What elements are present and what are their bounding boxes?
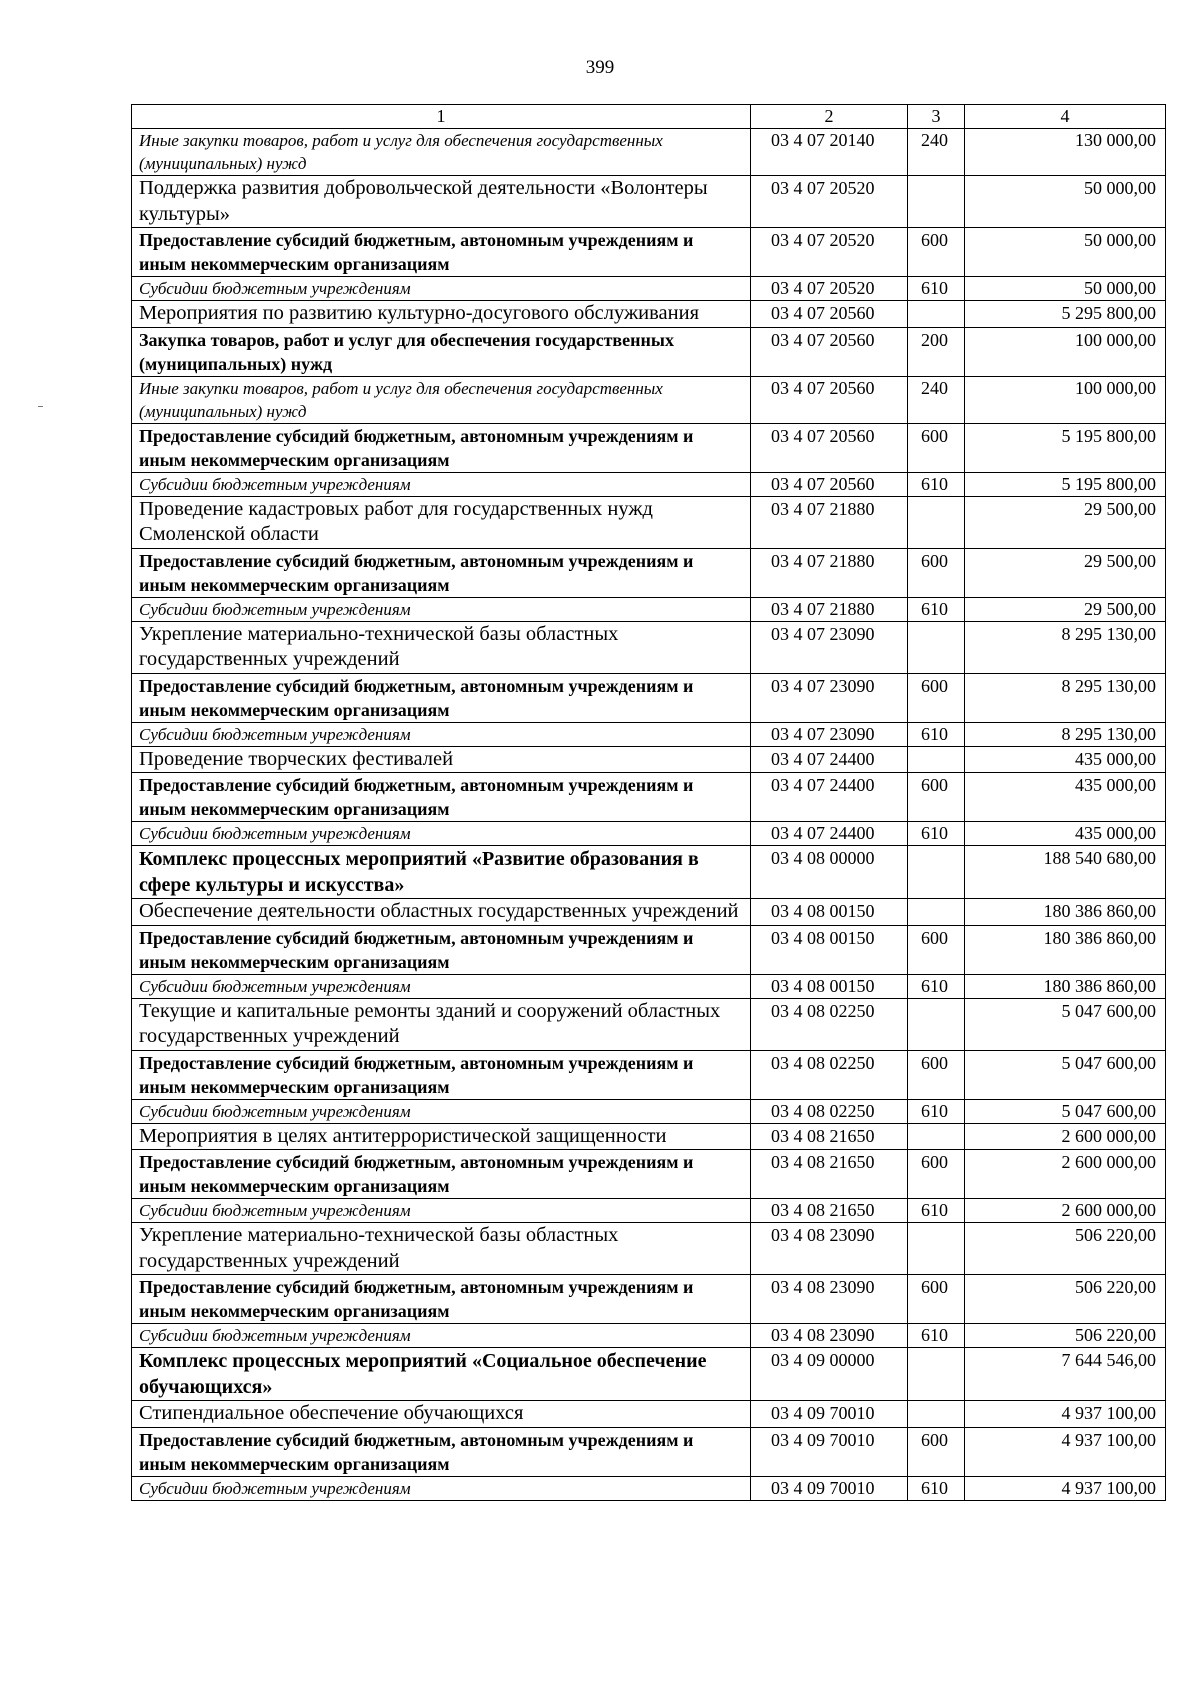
row-name-cell: Субсидии бюджетным учреждениям bbox=[132, 1099, 751, 1123]
row-expense-type-cell bbox=[908, 998, 965, 1050]
row-name-cell: Комплекс процессных мероприятий «Социальное обеспечение обучающихся» bbox=[132, 1348, 751, 1401]
row-amount-cell: 4 937 100,00 bbox=[965, 1401, 1166, 1428]
row-code-cell: 03 4 07 23090 bbox=[751, 722, 908, 746]
row-expense-type-cell bbox=[908, 301, 965, 328]
table-row bbox=[132, 1099, 1166, 1123]
row-name-cell: Субсидии бюджетным учреждениям bbox=[132, 722, 751, 746]
row-amount-cell: 5 047 600,00 bbox=[965, 1050, 1166, 1099]
row-amount-cell: 8 295 130,00 bbox=[965, 722, 1166, 746]
table-row bbox=[132, 496, 1166, 548]
row-amount-cell: 2 600 000,00 bbox=[965, 1150, 1166, 1199]
row-name-cell: Проведение творческих фестивалей bbox=[132, 746, 751, 773]
row-code-cell: 03 4 09 00000 bbox=[751, 1348, 908, 1401]
row-code-cell: 03 4 08 00150 bbox=[751, 974, 908, 998]
row-code-cell: 03 4 07 21880 bbox=[751, 597, 908, 621]
row-code-cell: 03 4 07 24400 bbox=[751, 746, 908, 773]
row-amount-cell: 435 000,00 bbox=[965, 773, 1166, 822]
row-expense-type-cell: 610 bbox=[908, 597, 965, 621]
table-row bbox=[132, 1123, 1166, 1150]
table-row bbox=[132, 597, 1166, 621]
row-expense-type-cell bbox=[908, 1401, 965, 1428]
row-name-cell: Текущие и капитальные ремонты зданий и сооружений областных государственных учреждений bbox=[132, 998, 751, 1050]
row-name-cell: Предоставление субсидий бюджетным, автономным учреждениям и иным некоммерческим организациям bbox=[132, 228, 751, 277]
row-expense-type-cell: 600 bbox=[908, 1275, 965, 1324]
row-code-cell: 03 4 07 20560 bbox=[751, 301, 908, 328]
row-code-cell: 03 4 08 00150 bbox=[751, 925, 908, 974]
row-expense-type-cell: 240 bbox=[908, 376, 965, 423]
row-amount-cell: 29 500,00 bbox=[965, 597, 1166, 621]
row-code-cell: 03 4 07 24400 bbox=[751, 822, 908, 846]
row-name-cell: Обеспечение деятельности областных государственных учреждений bbox=[132, 899, 751, 926]
row-code-cell: 03 4 09 70010 bbox=[751, 1476, 908, 1500]
row-name-cell: Стипендиальное обеспечение обучающихся bbox=[132, 1401, 751, 1428]
row-amount-cell: 2 600 000,00 bbox=[965, 1199, 1166, 1223]
table-row bbox=[132, 998, 1166, 1050]
row-expense-type-cell: 610 bbox=[908, 722, 965, 746]
row-amount-cell: 8 295 130,00 bbox=[965, 673, 1166, 722]
row-expense-type-cell: 610 bbox=[908, 1324, 965, 1348]
table-row bbox=[132, 301, 1166, 328]
table-row bbox=[132, 176, 1166, 228]
row-amount-cell: 7 644 546,00 bbox=[965, 1348, 1166, 1401]
row-code-cell: 03 4 07 23090 bbox=[751, 621, 908, 673]
row-code-cell: 03 4 07 20520 bbox=[751, 228, 908, 277]
table-body bbox=[132, 129, 1166, 1501]
row-code-cell: 03 4 07 20560 bbox=[751, 423, 908, 472]
row-expense-type-cell: 610 bbox=[908, 277, 965, 301]
row-code-cell: 03 4 07 24400 bbox=[751, 773, 908, 822]
row-code-cell: 03 4 07 21880 bbox=[751, 548, 908, 597]
row-expense-type-cell: 600 bbox=[908, 1427, 965, 1476]
row-code-cell: 03 4 08 02250 bbox=[751, 998, 908, 1050]
row-code-cell: 03 4 08 23090 bbox=[751, 1324, 908, 1348]
row-amount-cell: 100 000,00 bbox=[965, 376, 1166, 423]
row-amount-cell: 29 500,00 bbox=[965, 496, 1166, 548]
row-code-cell: 03 4 08 00000 bbox=[751, 846, 908, 899]
row-amount-cell: 130 000,00 bbox=[965, 129, 1166, 176]
row-expense-type-cell: 600 bbox=[908, 673, 965, 722]
table-row bbox=[132, 472, 1166, 496]
table-row bbox=[132, 846, 1166, 899]
table-row bbox=[132, 673, 1166, 722]
row-amount-cell: 5 195 800,00 bbox=[965, 472, 1166, 496]
row-expense-type-cell bbox=[908, 1223, 965, 1275]
row-name-cell: Субсидии бюджетным учреждениям bbox=[132, 974, 751, 998]
row-code-cell: 03 4 07 20560 bbox=[751, 376, 908, 423]
table-row bbox=[132, 129, 1166, 176]
row-name-cell: Мероприятия в целях антитеррористической защищенности bbox=[132, 1123, 751, 1150]
table-row bbox=[132, 376, 1166, 423]
row-code-cell: 03 4 08 21650 bbox=[751, 1150, 908, 1199]
row-code-cell: 03 4 08 02250 bbox=[751, 1050, 908, 1099]
table-row bbox=[132, 327, 1166, 376]
header-row bbox=[132, 105, 1166, 129]
row-name-cell: Субсидии бюджетным учреждениям bbox=[132, 597, 751, 621]
table-row bbox=[132, 722, 1166, 746]
row-name-cell: Предоставление субсидий бюджетным, автономным учреждениям и иным некоммерческим организациям bbox=[132, 773, 751, 822]
row-amount-cell: 8 295 130,00 bbox=[965, 621, 1166, 673]
row-expense-type-cell bbox=[908, 846, 965, 899]
row-amount-cell: 5 047 600,00 bbox=[965, 1099, 1166, 1123]
row-amount-cell: 180 386 860,00 bbox=[965, 974, 1166, 998]
table-row bbox=[132, 1427, 1166, 1476]
row-code-cell: 03 4 08 02250 bbox=[751, 1099, 908, 1123]
row-name-cell: Иные закупки товаров, работ и услуг для обеспечения государственных (муниципальных) нужд bbox=[132, 376, 751, 423]
row-code-cell: 03 4 08 00150 bbox=[751, 899, 908, 926]
row-expense-type-cell bbox=[908, 1123, 965, 1150]
table-row bbox=[132, 228, 1166, 277]
header-col-2: 2 bbox=[751, 105, 908, 129]
row-amount-cell: 435 000,00 bbox=[965, 746, 1166, 773]
row-code-cell: 03 4 08 21650 bbox=[751, 1199, 908, 1223]
row-name-cell: Предоставление субсидий бюджетным, автономным учреждениям и иным некоммерческим организациям bbox=[132, 1427, 751, 1476]
row-expense-type-cell bbox=[908, 899, 965, 926]
page-number: 399 bbox=[585, 57, 615, 78]
row-code-cell: 03 4 08 21650 bbox=[751, 1123, 908, 1150]
row-amount-cell: 188 540 680,00 bbox=[965, 846, 1166, 899]
header-col-4: 4 bbox=[965, 105, 1166, 129]
row-expense-type-cell: 600 bbox=[908, 1150, 965, 1199]
row-expense-type-cell bbox=[908, 1348, 965, 1401]
row-amount-cell: 50 000,00 bbox=[965, 277, 1166, 301]
row-expense-type-cell: 600 bbox=[908, 925, 965, 974]
table-row bbox=[132, 773, 1166, 822]
table-row bbox=[132, 548, 1166, 597]
row-name-cell: Укрепление материально-технической базы областных государственных учреждений bbox=[132, 621, 751, 673]
table-row bbox=[132, 621, 1166, 673]
row-name-cell: Субсидии бюджетным учреждениям bbox=[132, 1199, 751, 1223]
table-row bbox=[132, 925, 1166, 974]
row-name-cell: Предоставление субсидий бюджетным, автономным учреждениям и иным некоммерческим организациям bbox=[132, 673, 751, 722]
row-expense-type-cell: 610 bbox=[908, 1199, 965, 1223]
row-expense-type-cell: 610 bbox=[908, 1476, 965, 1500]
row-expense-type-cell bbox=[908, 621, 965, 673]
row-code-cell: 03 4 07 20560 bbox=[751, 327, 908, 376]
row-expense-type-cell: 610 bbox=[908, 822, 965, 846]
row-expense-type-cell bbox=[908, 746, 965, 773]
row-amount-cell: 50 000,00 bbox=[965, 176, 1166, 228]
row-amount-cell: 4 937 100,00 bbox=[965, 1476, 1166, 1500]
row-code-cell: 03 4 08 23090 bbox=[751, 1275, 908, 1324]
row-expense-type-cell bbox=[908, 496, 965, 548]
row-amount-cell: 435 000,00 bbox=[965, 822, 1166, 846]
row-expense-type-cell: 240 bbox=[908, 129, 965, 176]
row-code-cell: 03 4 07 20140 bbox=[751, 129, 908, 176]
row-code-cell: 03 4 07 23090 bbox=[751, 673, 908, 722]
row-amount-cell: 506 220,00 bbox=[965, 1275, 1166, 1324]
row-expense-type-cell: 610 bbox=[908, 472, 965, 496]
table-row bbox=[132, 1275, 1166, 1324]
row-name-cell: Укрепление материально-технической базы областных государственных учреждений bbox=[132, 1223, 751, 1275]
row-amount-cell: 5 295 800,00 bbox=[965, 301, 1166, 328]
row-name-cell: Проведение кадастровых работ для государственных нужд Смоленской области bbox=[132, 496, 751, 548]
row-name-cell: Субсидии бюджетным учреждениям bbox=[132, 1476, 751, 1500]
row-expense-type-cell: 600 bbox=[908, 228, 965, 277]
margin-mark bbox=[38, 406, 43, 407]
row-amount-cell: 506 220,00 bbox=[965, 1223, 1166, 1275]
row-name-cell: Предоставление субсидий бюджетным, автономным учреждениям и иным некоммерческим организациям bbox=[132, 925, 751, 974]
row-name-cell: Предоставление субсидий бюджетным, автономным учреждениям и иным некоммерческим организациям bbox=[132, 423, 751, 472]
table-row bbox=[132, 1401, 1166, 1428]
row-amount-cell: 5 047 600,00 bbox=[965, 998, 1166, 1050]
row-expense-type-cell: 600 bbox=[908, 773, 965, 822]
table-row bbox=[132, 1348, 1166, 1401]
table-row bbox=[132, 1324, 1166, 1348]
table-row bbox=[132, 1223, 1166, 1275]
row-amount-cell: 29 500,00 bbox=[965, 548, 1166, 597]
budget-table bbox=[131, 104, 1166, 1501]
row-expense-type-cell: 600 bbox=[908, 1050, 965, 1099]
row-name-cell: Предоставление субсидий бюджетным, автономным учреждениям и иным некоммерческим организациям bbox=[132, 548, 751, 597]
table-row bbox=[132, 746, 1166, 773]
table-row bbox=[132, 974, 1166, 998]
row-amount-cell: 100 000,00 bbox=[965, 327, 1166, 376]
row-name-cell: Комплекс процессных мероприятий «Развитие образования в сфере культуры и искусства» bbox=[132, 846, 751, 899]
row-name-cell: Субсидии бюджетным учреждениям bbox=[132, 1324, 751, 1348]
row-name-cell: Мероприятия по развитию культурно-досугового обслуживания bbox=[132, 301, 751, 328]
row-amount-cell: 5 195 800,00 bbox=[965, 423, 1166, 472]
table-row bbox=[132, 1050, 1166, 1099]
row-code-cell: 03 4 08 23090 bbox=[751, 1223, 908, 1275]
row-amount-cell: 180 386 860,00 bbox=[965, 925, 1166, 974]
row-code-cell: 03 4 07 20520 bbox=[751, 176, 908, 228]
row-expense-type-cell: 200 bbox=[908, 327, 965, 376]
row-amount-cell: 50 000,00 bbox=[965, 228, 1166, 277]
row-code-cell: 03 4 07 20520 bbox=[751, 277, 908, 301]
table-row bbox=[132, 277, 1166, 301]
row-expense-type-cell: 600 bbox=[908, 548, 965, 597]
header-col-1: 1 bbox=[132, 105, 751, 129]
row-code-cell: 03 4 09 70010 bbox=[751, 1427, 908, 1476]
row-name-cell: Иные закупки товаров, работ и услуг для обеспечения государственных (муниципальных) нужд bbox=[132, 129, 751, 176]
row-amount-cell: 2 600 000,00 bbox=[965, 1123, 1166, 1150]
row-name-cell: Поддержка развития добровольческой деятельности «Волонтеры культуры» bbox=[132, 176, 751, 228]
row-name-cell: Предоставление субсидий бюджетным, автономным учреждениям и иным некоммерческим организациям bbox=[132, 1150, 751, 1199]
row-amount-cell: 180 386 860,00 bbox=[965, 899, 1166, 926]
table-row bbox=[132, 1199, 1166, 1223]
table-row bbox=[132, 899, 1166, 926]
row-code-cell: 03 4 07 20560 bbox=[751, 472, 908, 496]
row-name-cell: Закупка товаров, работ и услуг для обеспечения государственных (муниципальных) нужд bbox=[132, 327, 751, 376]
row-name-cell: Субсидии бюджетным учреждениям bbox=[132, 472, 751, 496]
row-expense-type-cell bbox=[908, 176, 965, 228]
table-row bbox=[132, 1150, 1166, 1199]
row-name-cell: Предоставление субсидий бюджетным, автономным учреждениям и иным некоммерческим организациям bbox=[132, 1050, 751, 1099]
row-amount-cell: 4 937 100,00 bbox=[965, 1427, 1166, 1476]
row-name-cell: Субсидии бюджетным учреждениям bbox=[132, 822, 751, 846]
table-row bbox=[132, 423, 1166, 472]
row-expense-type-cell: 600 bbox=[908, 423, 965, 472]
row-name-cell: Субсидии бюджетным учреждениям bbox=[132, 277, 751, 301]
table-row bbox=[132, 1476, 1166, 1500]
row-code-cell: 03 4 07 21880 bbox=[751, 496, 908, 548]
table-row bbox=[132, 822, 1166, 846]
row-expense-type-cell: 610 bbox=[908, 974, 965, 998]
row-name-cell: Предоставление субсидий бюджетным, автономным учреждениям и иным некоммерческим организациям bbox=[132, 1275, 751, 1324]
row-expense-type-cell: 610 bbox=[908, 1099, 965, 1123]
row-code-cell: 03 4 09 70010 bbox=[751, 1401, 908, 1428]
row-amount-cell: 506 220,00 bbox=[965, 1324, 1166, 1348]
header-col-3: 3 bbox=[908, 105, 965, 129]
